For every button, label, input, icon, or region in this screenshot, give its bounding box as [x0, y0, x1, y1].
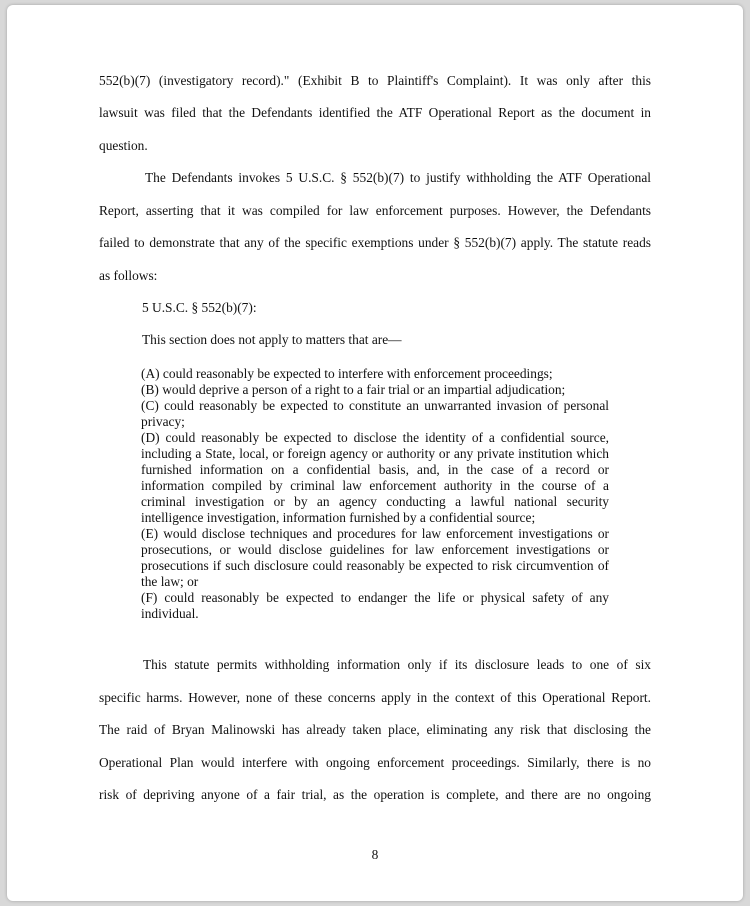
closing-line: risk of depriving anyone of a fair trial, as the operation is complete, and there are no ongoing: [99, 787, 651, 802]
closing-line: Operational Plan would interfere with ongoing enforcement proceedings. Similarly, there is no: [99, 755, 651, 770]
statute-item: (B) would deprive a person of a right to a fair trial or an impartial adjudication;: [141, 382, 566, 397]
statute-intro: This section does not apply to matters that are—: [142, 332, 402, 347]
document-page: [7, 5, 743, 901]
closing-line: specific harms. However, none of these concerns apply in the context of this Operational Report.: [99, 690, 651, 705]
body-line: as follows:: [99, 268, 158, 283]
body-line: 552(b)(7) (investigatory record)." (Exhibit B to Plaintiff's Complaint). It was only after this: [99, 73, 651, 88]
statute-item: (A) could reasonably be expected to interfere with enforcement proceedings;: [141, 366, 553, 381]
body-line: The Defendants invokes 5 U.S.C. § 552(b)(7) to justify withholding the ATF Operational: [145, 170, 651, 185]
statute-item: (D) could reasonably be expected to disclose the identity of a confidential source, including a State, local, or foreign agency or authority or any private institution which furnished information on a confidential basis, and, in the case of a record or information compiled by criminal law enforcement authority in the course of a criminal investigation or by an agency conducting a lawful national security intelligence investigation, information furnished by a confidential source;: [141, 430, 609, 525]
body-line: Report, asserting that it was compiled for law enforcement purposes. However, the Defendants: [99, 203, 651, 218]
body-line: failed to demonstrate that any of the specific exemptions under § 552(b)(7) apply. The statute reads: [99, 235, 651, 250]
statute-heading: 5 U.S.C. § 552(b)(7):: [142, 300, 257, 315]
closing-line: The raid of Bryan Malinowski has already taken place, eliminating any risk that disclosing the: [99, 722, 651, 737]
body-line: lawsuit was filed that the Defendants identified the ATF Operational Report as the document in: [99, 105, 651, 120]
statute-list: [141, 366, 609, 622]
closing-line: This statute permits withholding information only if its disclosure leads to one of six: [143, 657, 651, 672]
body-line: question.: [99, 138, 148, 153]
statute-item: (E) would disclose techniques and procedures for law enforcement investigations or prosecutions, or would disclose guidelines for law enforcement investigations or prosecutions if such disclosure could reasonably be expected to risk circumvention of the law; or: [141, 526, 609, 589]
statute-item: (F) could reasonably be expected to endanger the life or physical safety of any individual.: [141, 590, 609, 621]
page-number: 8: [371, 847, 379, 862]
statute-item: (C) could reasonably be expected to constitute an unwarranted invasion of personal privacy;: [141, 398, 609, 429]
